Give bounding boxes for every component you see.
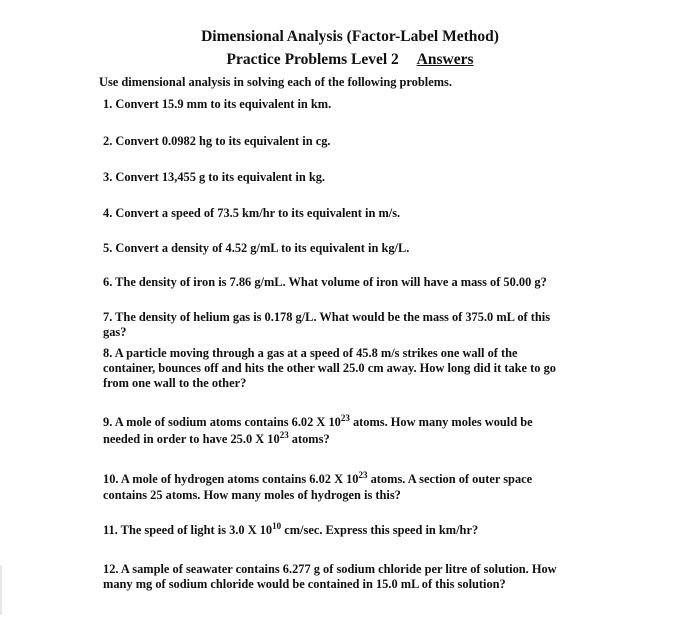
problem-8-line-2: container, bounces off and hits the other wall 25.0 cm away. How long did it take to go: [103, 361, 556, 375]
problem-9-text-b: atoms. How many moles would be: [349, 415, 533, 429]
problem-9-exponent-2: 23: [279, 429, 289, 440]
problem-2: 2. Convert 0.0982 hg to its equivalent in cg.: [103, 134, 331, 148]
answers-link[interactable]: Answers: [416, 51, 474, 68]
problem-9-text-d: atoms?: [288, 432, 330, 446]
page-title: Dimensional Analysis (Factor-Label Method): [201, 28, 499, 45]
problem-4: 4. Convert a speed of 73.5 km/hr to its equivalent in m/s.: [103, 206, 401, 220]
problem-1: 1. Convert 15.9 mm to its equivalent in km.: [103, 97, 332, 111]
problem-10-exponent: 23: [358, 469, 368, 480]
problem-3: 3. Convert 13,455 g to its equivalent in kg.: [103, 170, 326, 184]
page-subtitle: Practice Problems Level 2: [226, 51, 399, 68]
problem-11-exponent: 10: [272, 520, 282, 531]
problem-11-text-b: cm/sec. Express this speed in km/hr?: [281, 523, 479, 537]
problem-9-exponent-1: 23: [340, 412, 350, 423]
scan-edge-mark: [0, 565, 2, 615]
problem-12-line-2: many mg of sodium chloride would be contained in 15.0 mL of this solution?: [103, 577, 506, 591]
problem-10-text-a: 10. A mole of hydrogen atoms contains 6.02 X 10: [103, 472, 359, 486]
problem-12-line-1: 12. A sample of seawater contains 6.277 g of sodium chloride per litre of solution. How: [103, 562, 557, 576]
problem-9-text-c: needed in order to have 25.0 X 10: [103, 432, 280, 446]
page-subtitle-row: [0, 51, 700, 69]
problem-9-line-2: [103, 429, 330, 447]
problem-10-line-1: [103, 469, 533, 487]
problem-7-line-2: gas?: [103, 325, 127, 339]
problem-10-line-2: contains 25 atoms. How many moles of hydrogen is this?: [103, 488, 401, 502]
instructions: Use dimensional analysis in solving each of the following problems.: [99, 75, 452, 89]
problem-7-line-1: 7. The density of helium gas is 0.178 g/L. What would be the mass of 375.0 mL of this: [103, 310, 551, 324]
problem-8-line-3: from one wall to the other?: [103, 376, 247, 390]
problem-6: 6. The density of iron is 7.86 g/mL. What volume of iron will have a mass of 50.00 g?: [103, 275, 547, 289]
problem-8-line-1: 8. A particle moving through a gas at a speed of 45.8 m/s strikes one wall of the: [103, 346, 518, 360]
problem-10-text-b: atoms. A section of outer space: [367, 472, 533, 486]
problem-5: 5. Convert a density of 4.52 g/mL to its equivalent in kg/L.: [103, 241, 410, 255]
problem-11-text-a: 11. The speed of light is 3.0 X 10: [103, 523, 273, 537]
problem-11: [103, 520, 479, 538]
problem-9-line-1: [103, 412, 533, 430]
problem-9-text-a: 9. A mole of sodium atoms contains 6.02 X 10: [103, 415, 341, 429]
